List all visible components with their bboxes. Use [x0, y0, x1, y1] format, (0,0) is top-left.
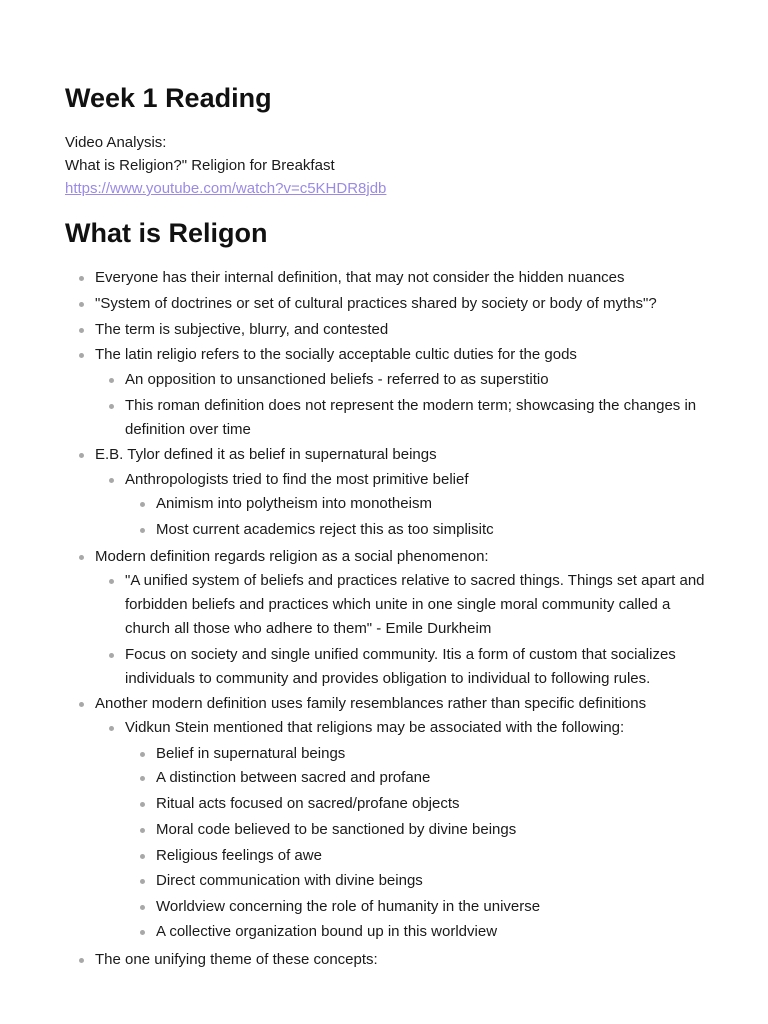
list-item [95, 343, 715, 367]
video-label: Video Analysis: [65, 134, 167, 151]
list-item-text: The latin religio refers to the socially acceptable cultic duties for the gods [95, 346, 577, 363]
list-item [156, 818, 711, 842]
list-item [125, 394, 710, 442]
list-item-text: The term is subjective, blurry, and contested [95, 321, 389, 338]
list-item [125, 716, 710, 740]
bullet-dot-icon [79, 276, 84, 281]
bullet-dot-icon [79, 453, 84, 458]
list-item [95, 545, 715, 569]
bullet-dot-icon [140, 828, 145, 833]
list-item-text: The one unifying theme of these concepts: [95, 951, 378, 968]
bullet-dot-icon [79, 702, 84, 707]
list-item [156, 895, 711, 919]
list-item-text: E.B. Tylor defined it as belief in supernatural beings [95, 446, 437, 463]
bullet-dot-icon [140, 752, 145, 757]
list-item-text: Vidkun Stein mentioned that religions may be associated with the following: [125, 719, 625, 736]
bullet-dot-icon [79, 958, 84, 963]
bullet-dot-icon [79, 302, 84, 307]
list-item-text: A distinction between sacred and profane [156, 769, 431, 786]
bullet-dot-icon [140, 905, 145, 910]
bullet-dot-icon [109, 726, 114, 731]
list-item-text: This roman definition does not represent the modern term; showcasing the changes in definition over time [125, 397, 697, 438]
list-item-text: Another modern definition uses family resemblances rather than specific definitions [95, 695, 647, 712]
list-item [156, 742, 711, 766]
bullet-dot-icon [140, 502, 145, 507]
list-item [125, 569, 710, 641]
page-title: Week 1 Reading [65, 83, 272, 113]
list-item [95, 318, 715, 342]
list-item [156, 766, 711, 790]
list-item-text: Everyone has their internal definition, that may not consider the hidden nuances [95, 269, 625, 286]
list-item [125, 643, 710, 691]
list-item-text: Anthropologists tried to find the most primitive belief [125, 471, 469, 488]
list-item-text: Direct communication with divine beings [156, 872, 423, 889]
list-item [95, 443, 715, 467]
list-item [95, 948, 715, 972]
list-item-text: A collective organization bound up in this worldview [156, 923, 498, 940]
bullet-dot-icon [79, 328, 84, 333]
list-item-text: Focus on society and single unified community. Itis a form of custom that socializes individuals to community and provides obligation to individual to following rules. [125, 646, 676, 687]
list-item-text: Religious feelings of awe [156, 847, 322, 864]
bullet-dot-icon [140, 802, 145, 807]
bullet-dot-icon [109, 478, 114, 483]
list-item [95, 292, 715, 316]
list-item-text: "A unified system of beliefs and practices relative to sacred things. Things set apart and forbidden beliefs and practices which unite in one single moral community called a church all those who adhere to them" - Emile Durkheim [125, 572, 705, 637]
list-item [156, 792, 711, 816]
bullet-dot-icon [79, 353, 84, 358]
video-link[interactable]: https://www.youtube.com/watch?v=c5KHDR8jdb [65, 180, 387, 197]
list-item-text: Moral code believed to be sanctioned by divine beings [156, 821, 517, 838]
list-item [95, 266, 715, 290]
bullet-dot-icon [109, 579, 114, 584]
list-item-text: Ritual acts focused on sacred/profane objects [156, 795, 460, 812]
bullet-dot-icon [140, 528, 145, 533]
bullet-dot-icon [140, 930, 145, 935]
bullet-dot-icon [140, 879, 145, 884]
list-item [156, 869, 711, 893]
list-item-text: Animism into polytheism into monotheism [156, 495, 432, 512]
bullet-dot-icon [109, 653, 114, 658]
list-item [156, 844, 711, 868]
list-item [156, 492, 711, 516]
list-item-text: Belief in supernatural beings [156, 745, 346, 762]
section-title: What is Religon [65, 218, 268, 248]
bullet-dot-icon [140, 854, 145, 859]
list-item [125, 468, 710, 492]
list-item-text: An opposition to unsanctioned beliefs - referred to as superstitio [125, 371, 549, 388]
list-item-text: "System of doctrines or set of cultural practices shared by society or body of myths"? [95, 295, 657, 312]
list-item [125, 368, 710, 392]
list-item [95, 692, 715, 716]
bullet-dot-icon [140, 776, 145, 781]
list-item-text: Modern definition regards religion as a social phenomenon: [95, 548, 489, 565]
bullet-dot-icon [109, 378, 114, 383]
bullet-dot-icon [109, 404, 114, 409]
list-item-text: Worldview concerning the role of humanity in the universe [156, 898, 541, 915]
bullet-dot-icon [79, 555, 84, 560]
list-item [156, 920, 711, 944]
list-item-text: Most current academics reject this as too simplisitc [156, 521, 494, 538]
list-item [156, 518, 711, 542]
video-title: What is Religion?" Religion for Breakfast [65, 157, 335, 174]
